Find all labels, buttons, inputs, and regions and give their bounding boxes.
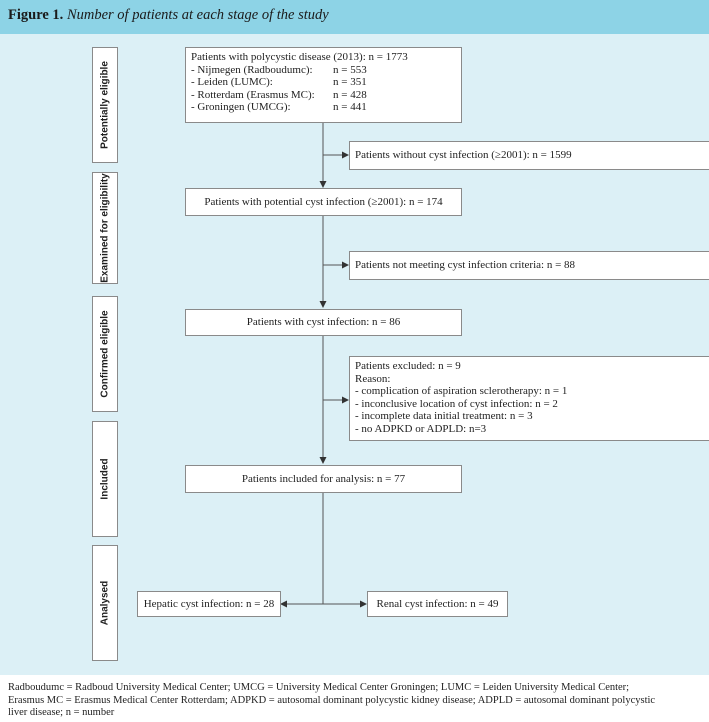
excluded-item: - inconclusive location of cyst infection: n = 2 [355, 397, 558, 410]
confirmed-text: Patients with cyst infection: n = 86 [246, 316, 401, 329]
eligible-title: Patients with polycystic disease (2013): n = 1773 [191, 51, 408, 63]
stage-label: Examined for eligibility [99, 173, 111, 283]
center-count: n = 428 [333, 88, 367, 101]
stage-label: Potentially eligible [99, 61, 111, 149]
footnote-line: Radboudumc = Radboud University Medical Center; UMCG = University Medical Center Groningen; LUMC = Leiden University Medical Center; [8, 682, 630, 693]
figure-header [0, 0, 709, 34]
excluded-item: - no ADPKD or ADPLD: n=3 [355, 422, 487, 435]
footnote-line: Erasmus MC = Erasmus Medical Center Rotterdam; ADPKD = autosomal dominant polycystic kidney disease; ADPLD = autosomal dominant polycystic [8, 694, 656, 706]
center-name: - Groningen (UMCG): [191, 101, 291, 113]
box-without-cyst-infection [349, 141, 709, 170]
stage-potentially-eligible [92, 47, 118, 163]
excluded-item: - incomplete data initial treatment: n = 3 [355, 410, 533, 422]
stage-analysed [92, 545, 118, 661]
center-name: - Leiden (LUMC): [191, 76, 273, 88]
box-patients-excluded [349, 356, 709, 441]
box-cyst-infection [185, 309, 462, 336]
box-included-for-analysis [185, 465, 462, 493]
excluded-title: Patients excluded: n = 9 [355, 360, 461, 372]
stage-label: Analysed [99, 580, 111, 626]
figure-footnote [0, 675, 709, 722]
potential-infection-text: Patients with potential cyst infection (≥2001): n = 174 [204, 195, 443, 208]
renal-text: Renal cyst infection: n = 49 [376, 597, 499, 610]
stage-label: Included [99, 458, 111, 500]
box-potential-cyst-infection [185, 188, 462, 216]
center-count: n = 351 [333, 76, 367, 88]
footnote-line: liver disease; n = number [8, 707, 115, 718]
hepatic-text: Hepatic cyst infection: n = 28 [143, 597, 275, 610]
center-count: n = 553 [333, 63, 367, 76]
box-not-meeting-criteria [349, 251, 709, 280]
center-row [191, 64, 461, 77]
excluded-item: - complication of aspiration sclerotherapy: n = 1 [355, 385, 568, 397]
without-infection-text: Patients without cyst infection (≥2001): n = 1599 [355, 149, 572, 162]
center-name: - Nijmegen (Radboudumc): [191, 63, 313, 76]
center-count: n = 441 [333, 101, 367, 113]
stage-examined-for-eligibility [92, 172, 118, 284]
box-renal-cyst-infection [367, 591, 508, 617]
included-text: Patients included for analysis: n = 77 [241, 472, 406, 485]
stage-label: Confirmed eligible [99, 310, 111, 398]
center-row [191, 101, 461, 114]
stage-confirmed-eligible [92, 296, 118, 412]
box-hepatic-cyst-infection [137, 591, 281, 617]
figure-number: Figure 1. [8, 7, 64, 23]
excluded-reason-label: Reason: [355, 372, 391, 385]
not-meeting-text: Patients not meeting cyst infection criteria: n = 88 [355, 259, 576, 272]
center-row [191, 76, 461, 89]
center-name: - Rotterdam (Erasmus MC): [191, 88, 315, 101]
stage-included [92, 421, 118, 537]
figure-caption: Number of patients at each stage of the study [66, 7, 329, 23]
box-polycystic-disease [185, 47, 462, 123]
center-row [191, 89, 461, 102]
